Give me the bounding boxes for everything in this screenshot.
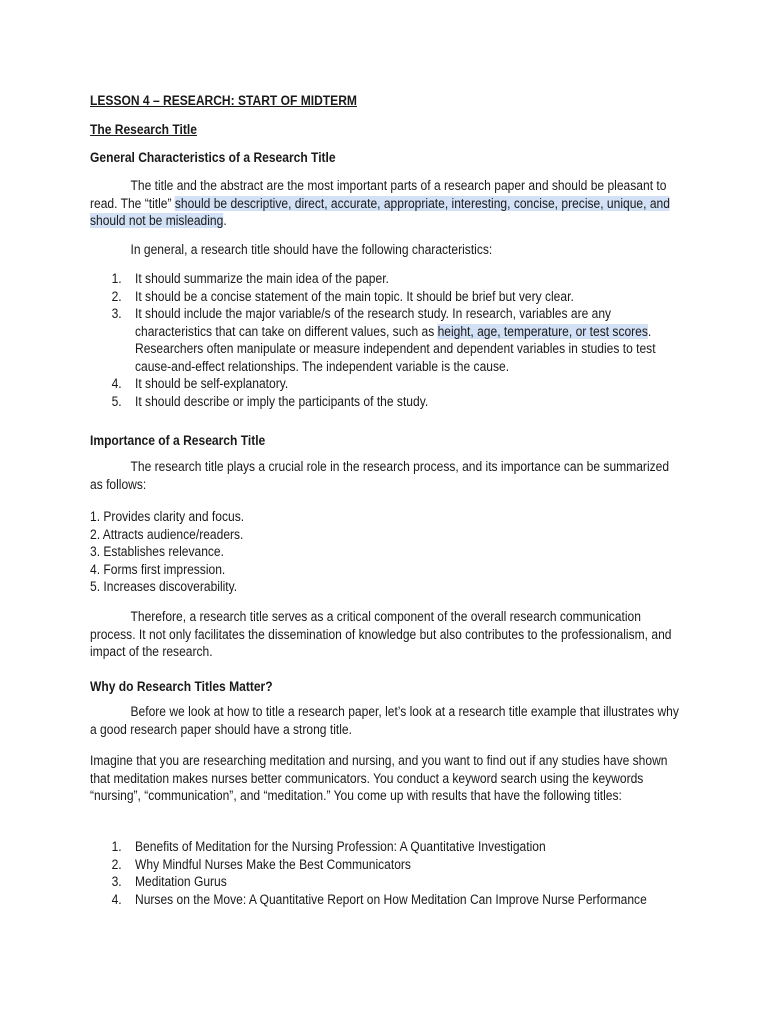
list-item [90,393,680,411]
list-number: 1. [111,271,122,286]
list-text: It should be a concise statement of the main topic. It should be brief but very clear. [135,288,574,304]
characteristics-list [90,270,680,410]
why-heading: Why do Research Titles Matter? [90,679,273,694]
importance-heading: Importance of a Research Title [90,433,266,448]
intro-highlight: should be descriptive, direct, accurate, appropriate, interesting, concise, precise, unique, and should not be misleading [90,195,670,228]
list-number: 1. [111,839,122,854]
list-item [90,856,680,874]
list-text: Benefits of Meditation for the Nursing Profession: A Quantitative Investigation [135,839,546,854]
list-number: 2. [111,288,122,304]
list-number: 5. [111,393,122,409]
list-item: 5. Increases discoverability. [90,579,238,594]
list-item [90,838,680,856]
therefore-paragraph: Therefore, a research title serves as a critical component of the overall research communication process. It not only facilitates the dissemination of knowledge but also contributes to the professionalism, and impact of the research. [90,609,672,659]
section-title: The Research Title [90,122,197,137]
list-text: Meditation Gurus [135,874,227,889]
list-number: 3. [111,874,122,889]
list-text: It should summarize the main idea of the paper. [135,271,389,286]
general-characteristics-heading: General Characteristics of a Research Title [90,150,336,165]
list-number: 3. [111,306,122,321]
list-item [90,270,680,288]
list-number: 4. [111,891,122,907]
list-item: 3. Establishes relevance. [90,544,224,559]
list-item [90,305,680,375]
list-number: 2. [111,856,122,872]
list-text: It should describe or imply the participants of the study. [135,393,429,409]
list-text: Nurses on the Move: A Quantitative Report on How Meditation Can Improve Nurse Performance [135,891,647,907]
variables-highlight: height, age, temperature, or test scores [437,323,648,339]
lesson-title: LESSON 4 – RESEARCH: START OF MIDTERM [90,93,357,108]
example-titles-list [90,838,680,908]
list-item [90,375,680,393]
list-number: 4. [111,376,122,391]
list-item [90,891,680,909]
list-item [90,288,680,306]
list-item [90,873,680,891]
why-intro: Before we look at how to title a research paper, let’s look at a research title example that illustrates why a good research paper should have a strong title. [90,704,679,737]
list-item: 1. Provides clarity and focus. [90,509,245,524]
list-text: Why Mindful Nurses Make the Best Communicators [135,856,411,872]
general-lead: In general, a research title should have the following characteristics: [130,242,493,257]
list-text: It should be self-explanatory. [135,376,289,391]
intro-paragraph [90,177,680,230]
intro-end: . [223,213,227,228]
importance-intro: The research title plays a crucial role in the research process, and its importance can be summarized as follows: [90,459,670,492]
list-item: 2. Attracts audience/readers. [90,526,244,542]
importance-list [90,508,680,596]
list-text: It should include the major variable/s of the research study. In research, variables are any characteristics that can take on different values, such as [135,306,612,339]
list-item: 4. Forms first impression. [90,561,226,577]
imagine-paragraph: Imagine that you are researching meditation and nursing, and you want to find out if any studies have shown that meditation makes nurses better communicators. You conduct a keyword search using the keywords “nursing”, “communication”, and “meditation.” You come up with results that have the following titles: [90,753,668,803]
intro-text: The title and the abstract are the most important parts of a research paper and should be pleasant to read. The “title” [90,178,667,211]
list-text: . Researchers often manipulate or measure independent and dependent variables in studies to test cause-and-effect relationships. The independent variable is the cause. [135,323,656,374]
